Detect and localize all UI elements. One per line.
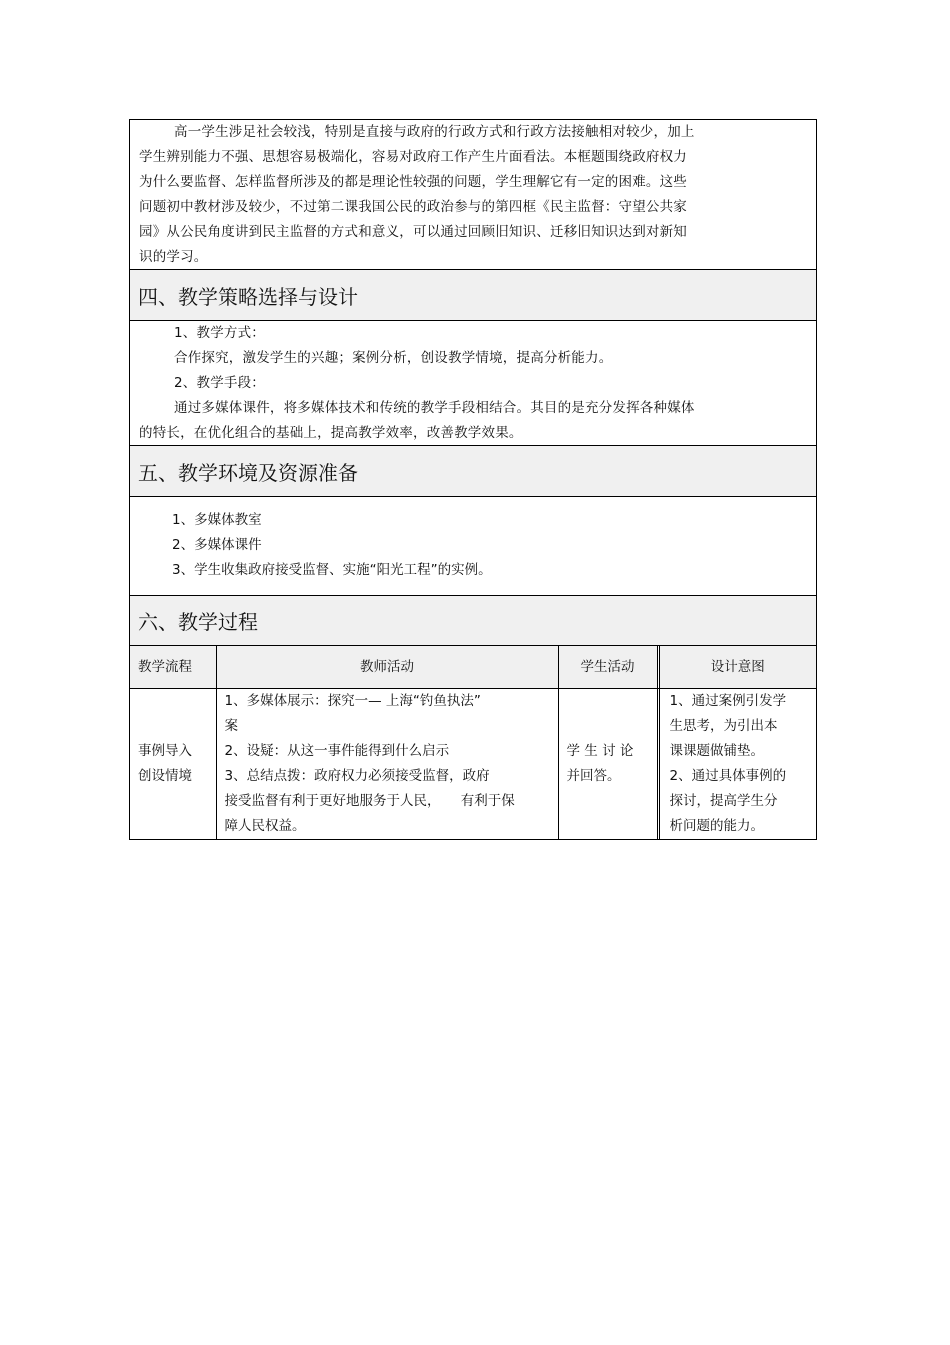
student-line: 学 生 讨 论 — [566, 743, 634, 759]
learner-analysis-paragraph — [130, 120, 816, 270]
intent-line: 2、通过具体事例的 — [669, 768, 787, 784]
teacher-line: 接受监督有利于更好地服务于人民， 有利于保 — [224, 793, 515, 809]
analysis-line: 高一学生涉足社会较浅，特别是直接与政府的行政方式和行政方法接触相对较少，加上 — [174, 124, 695, 140]
resource-item: 2、多媒体课件 — [172, 537, 262, 553]
process-table — [130, 646, 816, 839]
strategy-item: 2、教学手段： — [174, 375, 265, 391]
resource-item: 1、多媒体教室 — [172, 512, 262, 528]
flow-line: 创设情境 — [138, 768, 192, 784]
flow-cell — [130, 689, 216, 840]
design-intent-cell — [659, 689, 816, 840]
strategy-item: 的特长，在优化组合的基础上，提高教学效率，改善教学效果。 — [139, 425, 523, 441]
column-header: 教学流程 — [130, 646, 216, 689]
lesson-plan-sheet — [129, 119, 817, 840]
teacher-line: 2、设疑：从这一事件能得到什么启示 — [224, 743, 450, 759]
analysis-line: 为什么要监督、怎样监督所涉及的都是理论性较强的问题，学生理解它有一定的困难。这些 — [139, 174, 687, 190]
analysis-line: 问题初中教材涉及较少，不过第二课我国公民的政治参与的第四框《民主监督：守望公共家 — [139, 199, 687, 215]
analysis-line: 识的学习。 — [139, 249, 208, 265]
section5-heading: 五、教学环境及资源准备 — [130, 446, 816, 497]
section5-content — [130, 497, 816, 596]
flow-line: 事例导入 — [138, 743, 192, 759]
teacher-line: 3、总结点拨：政府权力必须接受监督，政府 — [224, 768, 490, 784]
section4-heading: 四、教学策略选择与设计 — [130, 270, 816, 321]
process-table-header — [130, 646, 816, 689]
student-activity-cell — [558, 689, 657, 840]
intent-line: 探讨，提高学生分 — [669, 793, 778, 809]
resource-item: 3、学生收集政府接受监督、实施“阳光工程”的实例。 — [172, 562, 492, 578]
table-row — [130, 689, 816, 840]
column-header: 学生活动 — [558, 646, 657, 689]
strategy-item: 通过多媒体课件，将多媒体技术和传统的教学手段相结合。其目的是充分发挥各种媒体 — [174, 400, 695, 416]
intent-line: 析问题的能力。 — [669, 818, 764, 834]
teacher-line: 1、多媒体展示：探究一— 上海“钓鱼执法” — [224, 693, 481, 709]
strategy-item: 1、教学方式： — [174, 325, 265, 341]
analysis-line: 学生辨别能力不强、思想容易极端化，容易对政府工作产生片面看法。本框题围绕政府权力 — [139, 149, 687, 165]
intent-line: 生思考，为引出本 — [669, 718, 778, 734]
column-header: 教师活动 — [216, 646, 558, 689]
section6-heading: 六、教学过程 — [130, 596, 816, 646]
process-table-block — [130, 646, 816, 839]
intent-line: 课课题做铺垫。 — [669, 743, 764, 759]
section4-content — [130, 321, 816, 446]
teacher-activity-cell — [216, 689, 558, 840]
teacher-line: 障人民权益。 — [224, 818, 306, 834]
strategy-item: 合作探究，激发学生的兴趣；案例分析，创设教学情境，提高分析能力。 — [174, 350, 613, 366]
column-header: 设计意图 — [659, 646, 816, 689]
teacher-line: 案 — [224, 718, 238, 734]
intent-line: 1、通过案例引发学 — [669, 693, 787, 709]
student-line: 并回答。 — [566, 768, 621, 784]
analysis-line: 园》从公民角度讲到民主监督的方式和意义，可以通过回顾旧知识、迁移旧知识达到对新知 — [139, 224, 687, 240]
